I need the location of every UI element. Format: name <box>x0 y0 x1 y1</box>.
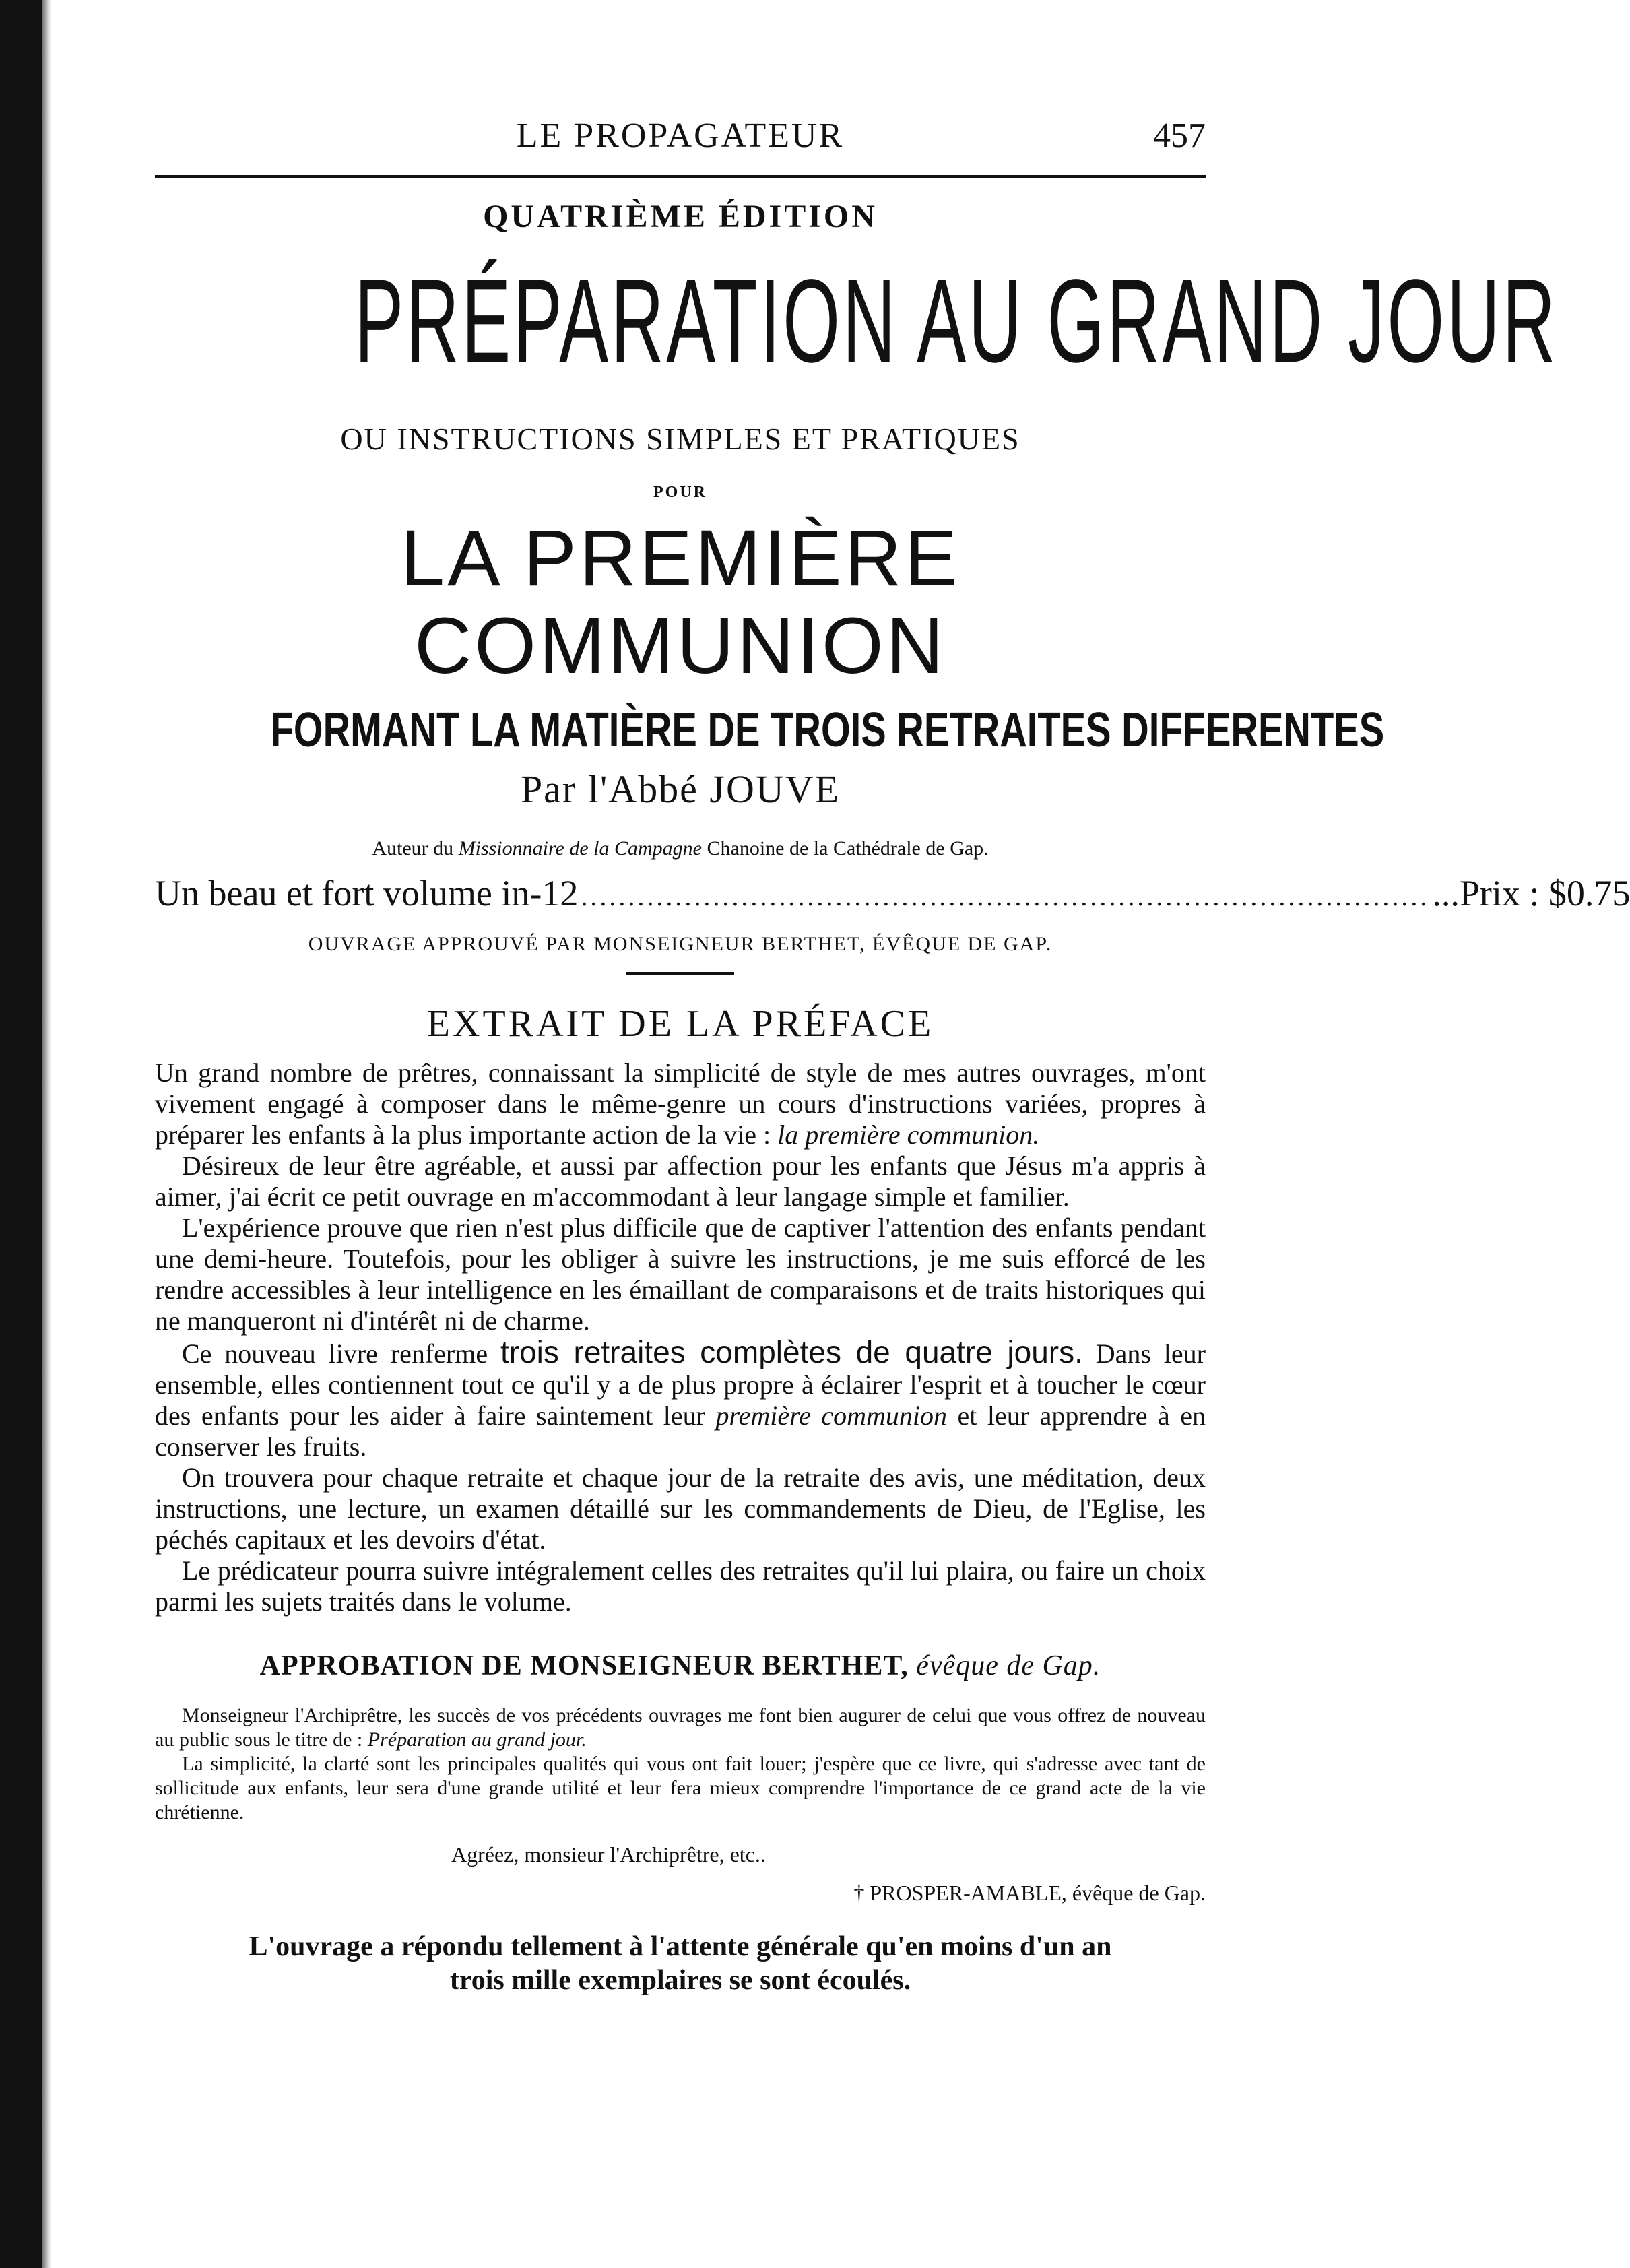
page-number: 457 <box>1153 117 1206 155</box>
closing-note <box>155 1930 1206 1997</box>
preface-italic: première communion <box>715 1400 948 1431</box>
author-note-suffix: Chanoine de la Cathédrale de Gap. <box>707 837 989 860</box>
approval-line: OUVRAGE APPROUVÉ PAR MONSEIGNEUR BERTHET, ÉVÊQUE DE GAP. <box>308 932 1053 955</box>
page-binding-shadow <box>42 0 51 2268</box>
book-title: PRÉPARATION AU GRAND JOUR <box>354 255 1558 387</box>
section-divider <box>626 972 734 975</box>
letter-italic: Préparation au grand jour. <box>367 1728 587 1751</box>
approbation-heading-text: APPROBATION DE MONSEIGNEUR BERTHET, <box>259 1650 909 1681</box>
leader-dots: .......................................................................................... <box>581 880 1430 911</box>
preface-paragraph: Le prédicateur pourra suivre intégralement celles des retraites qu'il lui plaira, ou faire un choix parmi les sujets traités dans le volume. <box>155 1555 1206 1617</box>
preface-text: et leur apprendre à en conserver les fruits. <box>155 1400 1206 1462</box>
page-header <box>155 101 1206 178</box>
preface-text: Ce nouveau livre renferme <box>182 1338 500 1369</box>
page-content <box>155 101 1630 1997</box>
letter-text: Monseigneur l'Archiprêtre, les succès de vos précédents ouvrages me font bien augurer de celui que vous offrez de nouveau au public sous le titre de : <box>155 1704 1206 1751</box>
letter-paragraph: La simplicité, la clarté sont les principales qualités qui vous ont fait louer; j'espère que ce livre, qui s'adresse avec tant de sollicitude aux enfants, leur sera d'une grande utilité et leur fera mieux comprendre l'importance de ce grand acte de la vie chrétienne. <box>155 1752 1206 1823</box>
preface-paragraph <box>155 1058 1206 1151</box>
price-text: ...Prix : $0.75 <box>1432 872 1630 913</box>
preface-paragraph: On trouvera pour chaque retraite et chaque jour de la retraite des avis, une méditation, deux instructions, une lecture, un examen détaillé sur les commandements de Dieu, de l'Eglise, les péchés capitaux et les devoirs d'état. <box>155 1462 1206 1555</box>
preface-paragraph <box>155 1336 1206 1462</box>
approbation-heading <box>155 1650 1206 1682</box>
running-title: LE PROPAGATEUR <box>516 117 845 155</box>
preface-body <box>155 1058 1206 1617</box>
preface-paragraph: L'expérience prouve que rien n'est plus difficile que de captiver l'attention des enfants pendant une demi-heure. Toutefois, pour les obliger à suivre les instructions, je me suis efforcé de les rendre accessibles à leur intelligence en les émaillant de comparaisons et de traits historiques qui ne manqueront ni d'intérêt ni de charme. <box>155 1212 1206 1336</box>
preface-paragraph: Désireux de leur être agréable, et aussi par affection pour les enfants que Jésus m'a appris à aimer, j'ai écrit ce petit ouvrage en m'accommodant à leur langage simple et familier. <box>155 1150 1206 1212</box>
letter-closing: Agréez, monsieur l'Archiprêtre, etc.. <box>451 1842 766 1867</box>
page-binding-edge <box>0 0 42 2268</box>
retraites-line: FORMANT LA MATIÈRE DE TROIS RETRAITES DIFFERENTES <box>270 703 1385 757</box>
approbation-letter <box>155 1704 1206 1825</box>
author-line: Par l'Abbé JOUVE <box>520 767 841 811</box>
pour-label: POUR <box>653 484 707 501</box>
preface-heading: EXTRAIT DE LA PRÉFACE <box>426 1002 934 1045</box>
volume-text: Un beau et fort volume in-12 <box>155 872 579 913</box>
closing-note-line: L'ouvrage a répondu tellement à l'attente générale qu'en moins d'un an <box>249 1931 1112 1962</box>
preface-text: Dans leur ensemble, elles contiennent tout ce qu'il y a de plus propre à éclairer l'esprit et à toucher le cœur des enfants pour les aider à faire saintement leur <box>155 1338 1206 1431</box>
closing-note-line: trois mille exemplaires se sont écoulés. <box>449 1964 911 1996</box>
author-note-work: Missionnaire de la Campagne <box>458 837 702 860</box>
author-note-prefix: Auteur du <box>372 837 454 860</box>
preface-italic: la première communion. <box>777 1119 1040 1150</box>
preface-text: Un grand nombre de prêtres, connaissant la simplicité de style de mes autres ouvrages, m'ont vivement engagé à composer dans le même-genre un cours d'instructions variées, propres à préparer les enfants à la plus importante action de la vie : <box>155 1057 1206 1150</box>
book-subtitle: OU INSTRUCTIONS SIMPLES ET PRATIQUES <box>340 422 1020 456</box>
communion-title: LA PREMIÈRE COMMUNION <box>400 514 960 690</box>
edition-label: QUATRIÈME ÉDITION <box>483 199 878 234</box>
approbation-heading-italic: évêque de Gap. <box>916 1650 1101 1681</box>
author-note <box>155 837 1206 860</box>
letter-paragraph <box>155 1704 1206 1752</box>
letter-signature: † PROSPER-AMABLE, évêque de Gap. <box>853 1880 1206 1905</box>
preface-emphasis: trois retraites complètes de quatre jours. <box>500 1334 1083 1369</box>
volume-price-line <box>155 872 1630 914</box>
